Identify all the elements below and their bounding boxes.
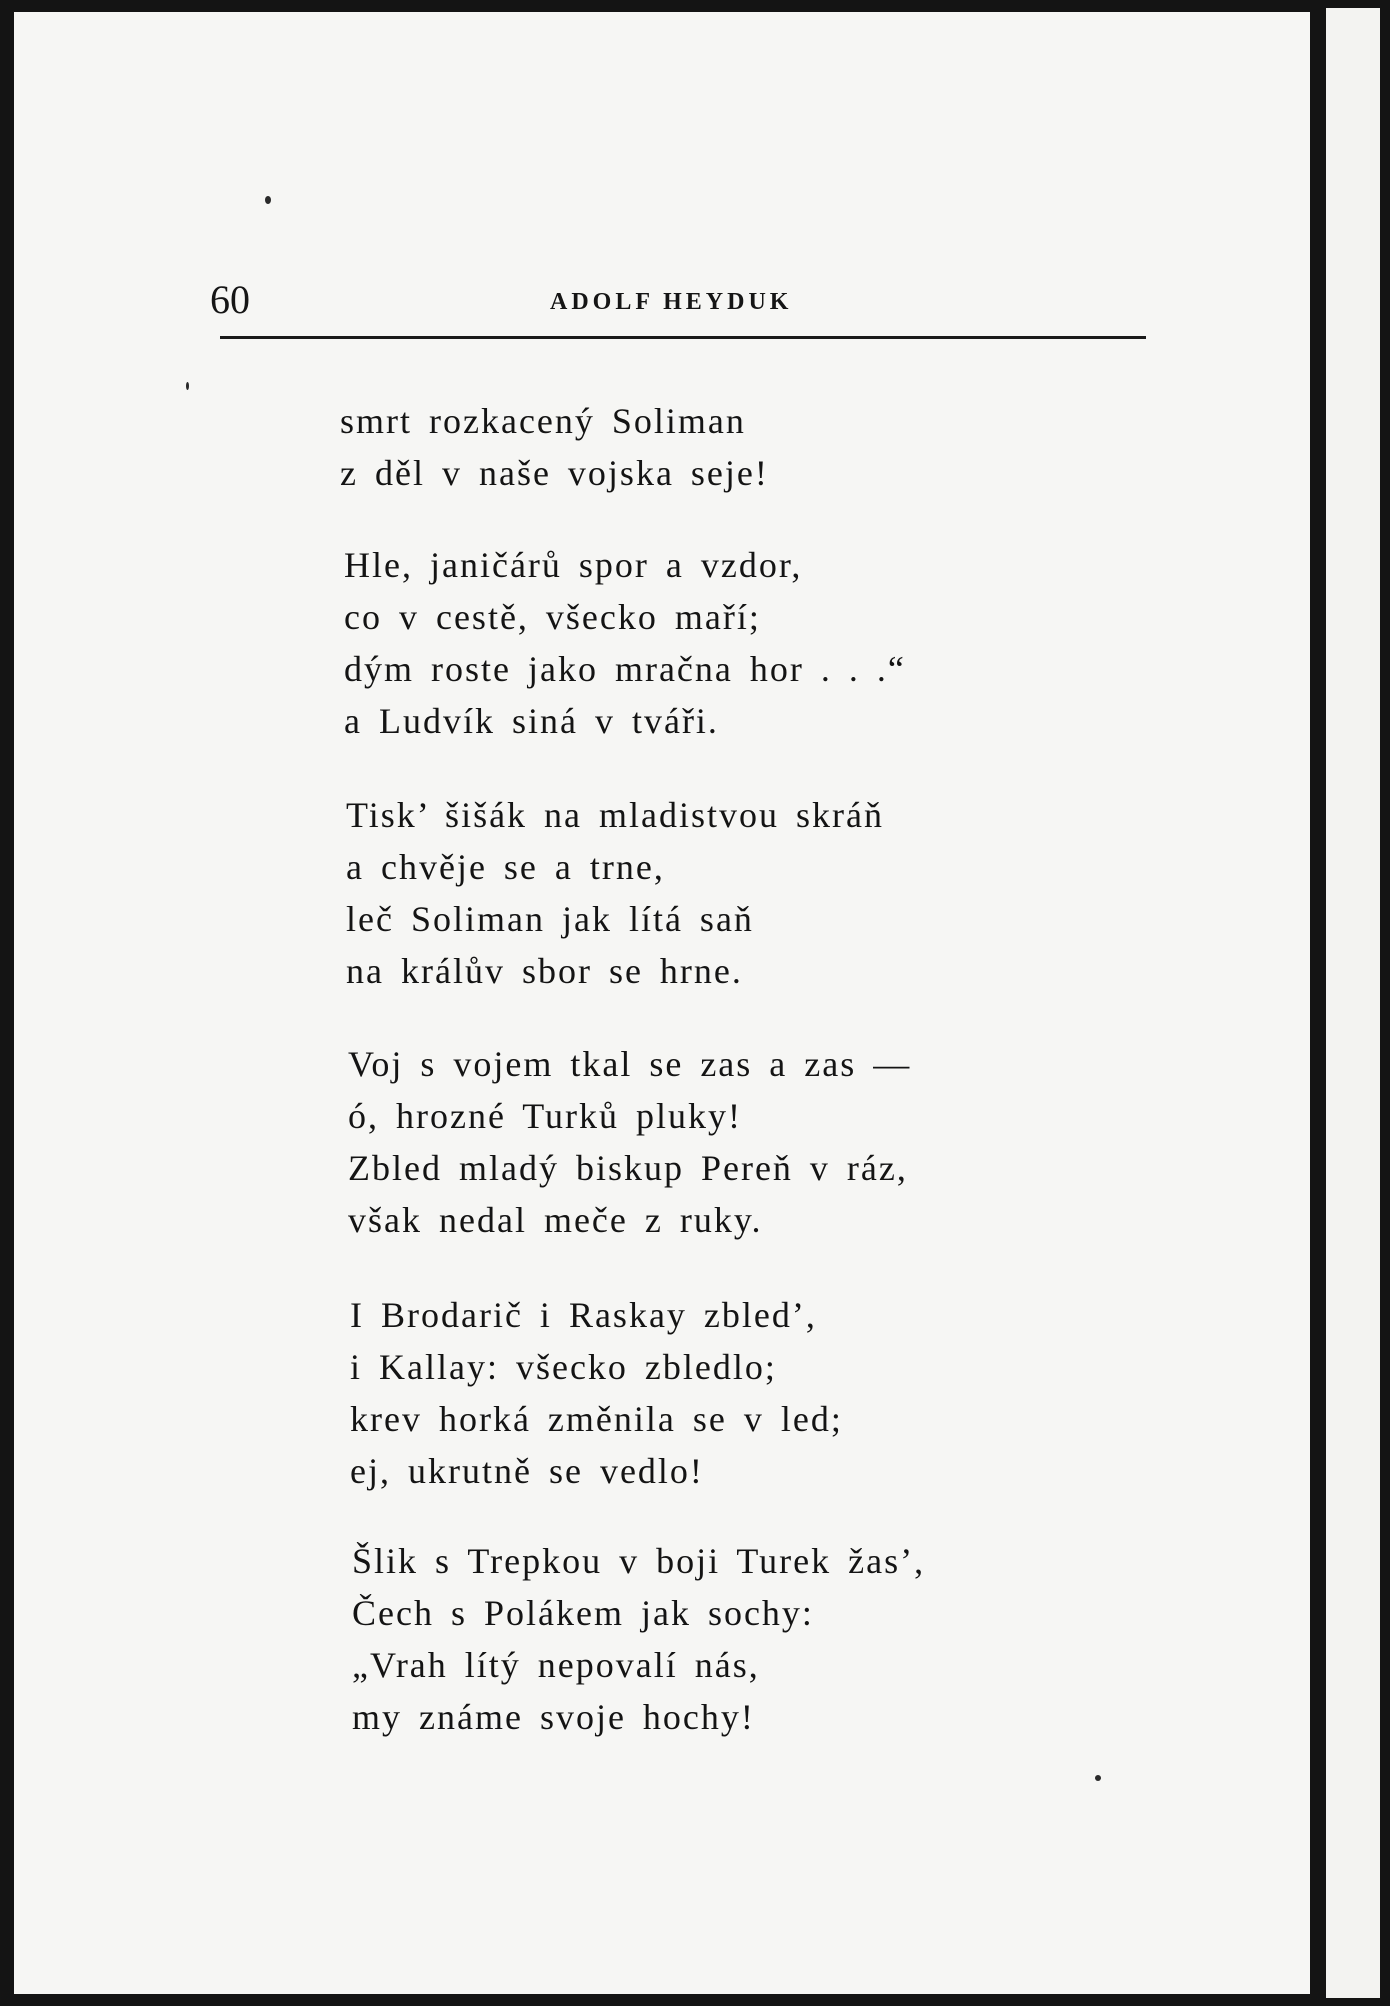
verse-line: my známe svoje hochy! bbox=[352, 1697, 755, 1737]
verse-line: Tisk’ šišák na mladistvou skráň bbox=[346, 795, 885, 835]
verse-line: i Kallay: všecko zbledlo; bbox=[350, 1347, 777, 1387]
facing-page-edge bbox=[1326, 8, 1380, 1998]
verse-line: „Vrah lítý nepovalí nás, bbox=[352, 1645, 760, 1685]
verse-line: ó, hrozné Turků pluky! bbox=[348, 1096, 742, 1136]
verse-line: dým roste jako mračna hor . . .“ bbox=[344, 649, 906, 689]
page-number: 60 bbox=[210, 277, 250, 322]
verse-line: a Ludvík siná v tváři. bbox=[344, 701, 719, 741]
verse-line: I Brodarič i Raskay zbled’, bbox=[350, 1295, 817, 1335]
verse-line: leč Soliman jak lítá saň bbox=[346, 899, 754, 939]
verse-line: Voj s vojem tkal se zas a zas — bbox=[348, 1044, 912, 1084]
header-rule bbox=[220, 336, 1146, 339]
verse-line: Hle, janičárů spor a vzdor, bbox=[344, 545, 803, 585]
scan-speck bbox=[265, 196, 271, 204]
stanza bbox=[344, 539, 906, 747]
verse-line: Zbled mladý biskup Pereň v ráz, bbox=[348, 1148, 908, 1188]
verse-line: Čech s Polákem jak sochy: bbox=[352, 1593, 814, 1633]
verse-line: však nedal meče z ruky. bbox=[348, 1200, 763, 1240]
verse-line: a chvěje se a trne, bbox=[346, 847, 665, 887]
verse-line: co v cestě, všecko maří; bbox=[344, 597, 761, 637]
stanza bbox=[350, 1289, 843, 1497]
stanza bbox=[346, 789, 884, 997]
scan-speck bbox=[1095, 1775, 1101, 1781]
verse-line: ej, ukrutně se vedlo! bbox=[350, 1451, 704, 1491]
stanza bbox=[340, 395, 769, 499]
scan-speck bbox=[186, 382, 189, 390]
verse-line: smrt rozkacený Soliman bbox=[340, 401, 746, 441]
verse-line: krev horká změnila se v led; bbox=[350, 1399, 843, 1439]
verse-line: Šlik s Trepkou v boji Turek žas’, bbox=[352, 1541, 926, 1581]
stanza bbox=[352, 1535, 925, 1743]
running-head: ADOLF HEYDUK bbox=[550, 289, 793, 315]
verse-line: z děl v naše vojska seje! bbox=[340, 453, 769, 493]
verse-line: na králův sbor se hrne. bbox=[346, 951, 743, 991]
stanza bbox=[348, 1038, 911, 1246]
